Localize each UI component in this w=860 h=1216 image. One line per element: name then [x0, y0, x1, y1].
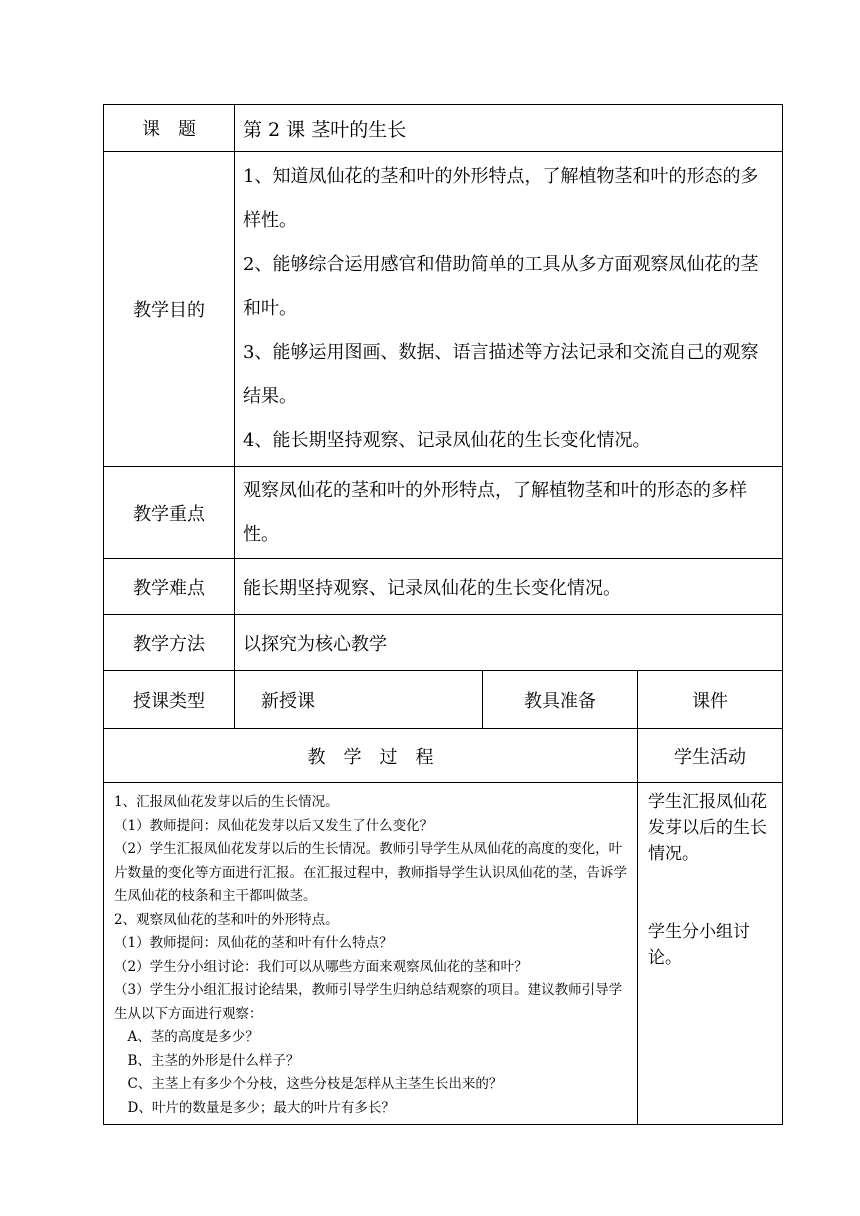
process-line-7: （3）学生分小组汇报讨论结果，教师引导学生归纳总结观察的项目。建议教师引导学生从以下方面进行观察： [114, 982, 623, 1022]
process-line-9: B、主茎的外形是什么样子？ [114, 1052, 300, 1069]
process-line-4: 2、观察凤仙花的茎和叶的外形特点。 [114, 911, 339, 928]
lesson-plan-table [103, 104, 783, 1125]
process-line-6: （2）学生分小组讨论：我们可以从哪些方面来观察凤仙花的茎和叶？ [114, 958, 528, 975]
student-content [638, 783, 783, 1125]
difficulty-row [104, 559, 783, 615]
topic-label: 课 题 [104, 105, 235, 152]
process-content [104, 783, 638, 1125]
process-line-10: C、主茎上有多少个分枝，这些分枝是怎样从主茎生长出来的？ [114, 1076, 503, 1092]
key-label: 教学重点 [104, 467, 235, 559]
goals-content [235, 152, 783, 467]
type-row [104, 671, 783, 729]
key-row [104, 467, 783, 559]
method-row [104, 615, 783, 671]
student-activity-1: 学生汇报凤仙花发芽以后的生长情况。 [648, 792, 767, 864]
goal-item-1: 1、知道凤仙花的茎和叶的外形特点，了解植物茎和叶的形态的多样性。 [243, 166, 759, 231]
goals-label: 教学目的 [104, 152, 235, 467]
spacer [648, 867, 776, 919]
process-row [104, 783, 783, 1125]
key-value: 观察凤仙花的茎和叶的外形特点，了解植物茎和叶的形态的多样性。 [243, 479, 747, 545]
key-content [235, 467, 783, 559]
process-header-row [104, 729, 783, 783]
process-line-5: （1）教师提问：凤仙花的茎和叶有什么特点？ [114, 935, 393, 951]
method-value: 以探究为核心教学 [235, 615, 783, 671]
process-line-1: 1、汇报凤仙花发芽以后的生长情况。 [114, 794, 339, 810]
tools-value: 课件 [638, 671, 783, 729]
goal-item-2: 2、能够综合运用感官和借助简单的工具从多方面观察凤仙花的茎和叶。 [243, 254, 759, 319]
student-header: 学生活动 [638, 729, 783, 783]
method-label: 教学方法 [104, 615, 235, 671]
process-line-8: A、茎的高度是多少？ [114, 1029, 259, 1045]
type-label: 授课类型 [104, 671, 235, 729]
goal-item-3: 3、能够运用图画、数据、语言描述等方法记录和交流自己的观察结果。 [243, 342, 759, 407]
difficulty-value: 能长期坚持观察、记录凤仙花的生长变化情况。 [235, 559, 783, 615]
process-header: 教 学 过 程 [104, 729, 638, 783]
difficulty-label: 教学难点 [104, 559, 235, 615]
tools-label: 教具准备 [483, 671, 638, 729]
goal-item-4: 4、能长期坚持观察、记录凤仙花的生长变化情况。 [243, 430, 651, 451]
goals-row [104, 152, 783, 467]
process-line-11: D、叶片的数量是多少；最大的叶片有多长？ [114, 1099, 395, 1116]
type-value: 新授课 [235, 671, 483, 729]
process-line-2: （1）教师提问：凤仙花发芽以后又发生了什么变化？ [114, 817, 434, 834]
topic-value: 第 2 课 茎叶的生长 [235, 105, 783, 152]
process-line-3: （2）学生汇报凤仙花发芽以后的生长情况。教师引导学生从凤仙花的高度的变化，叶片数量的变化等方面进行汇报。在汇报过程中，教师指导学生认识凤仙花的茎，告诉学生凤仙花的枝条和主干都叫做茎。 [114, 841, 627, 904]
topic-row [104, 105, 783, 152]
student-activity-2: 学生分小组讨论。 [648, 922, 750, 968]
